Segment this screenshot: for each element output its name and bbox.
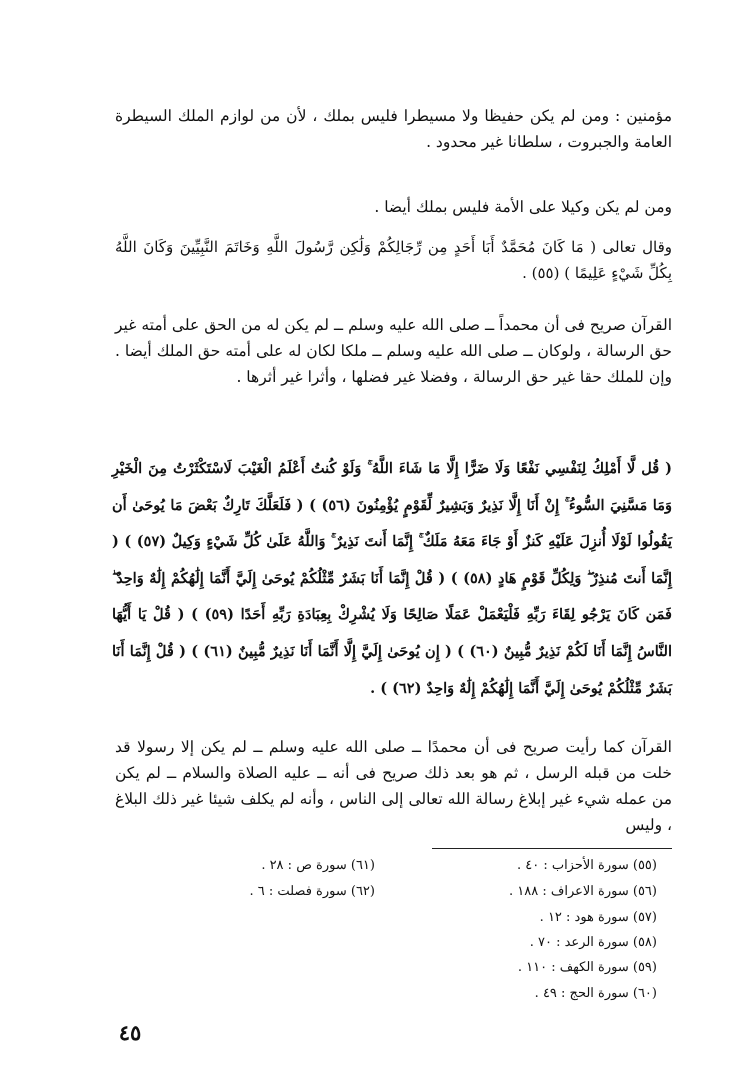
footnote-62: (٦٢) سورة فصلت : ٦ .: [249, 884, 375, 899]
paragraph-3-verse-55: وقال تعالى ( مَا كَانَ مُحَمَّدٌ أَبَا أَحَدٍ مِن رِّجَالِكُمْ وَلَٰكِن رَّسُولَ اللَّهِ وَخَاتَمَ النَّبِيِّينَ وَكَانَ اللَّهُ بِكُلِّ شَيْءٍ عَلِيمًا ) (٥٥) .: [115, 238, 672, 282]
page-number: ٤٥: [118, 1020, 142, 1045]
footnote-61: (٦١) سورة ص : ٢٨ .: [261, 858, 375, 873]
quran-verses-block: ( قُل لَّا أَمْلِكُ لِنَفْسِي نَفْعًا وَلَا ضَرًّا إِلَّا مَا شَاءَ اللَّهُ ۚ وَلَوْ كُنتُ أَعْلَمُ الْغَيْبَ لَاسْتَكْثَرْتُ مِنَ الْخَيْرِ وَمَا مَسَّنِيَ السُّوءُ ۚ إِنْ أَنَا إِلَّا نَذِيرٌ وَبَشِيرٌ لِّقَوْمٍ يُؤْمِنُونَ (٥٦) ) ( فَلَعَلَّكَ تَارِكٌ بَعْضَ مَا يُوحَىٰ أَن يَقُولُوا لَوْلَا أُنزِلَ عَلَيْهِ كَنزٌ أَوْ جَاءَ مَعَهُ مَلَكٌ ۚ إِنَّمَا أَنتَ نَذِيرٌ ۚ وَاللَّهُ عَلَىٰ كُلِّ شَيْءٍ وَكِيلٌ (٥٧) ) ( إِنَّمَا أَنتَ مُنذِرٌ ۖ وَلِكُلِّ قَوْمٍ هَادٍ (٥٨) ) ( قُلْ إِنَّمَا أَنَا بَشَرٌ مِّثْلُكُمْ يُوحَىٰ إِلَيَّ أَنَّمَا إِلَٰهُكُمْ إِلَٰهٌ وَاحِدٌ ۖ فَمَن كَانَ يَرْجُو لِقَاءَ رَبِّهِ فَلْيَعْمَلْ عَمَلًا صَالِحًا وَلَا يُشْرِكْ بِعِبَادَةِ رَبِّهِ أَحَدًا (٥٩) ) ( قُلْ يَا أَيُّهَا النَّاسُ إِنَّمَا أَنَا لَكُمْ نَذِيرٌ مُّبِينٌ (٦٠) ) ( إِن يُوحَىٰ إِلَيَّ إِلَّا أَنَّمَا أَنَا نَذِيرٌ مُّبِينٌ (٦١) ) ( قُلْ إِنَّمَا أَنَا بَشَرٌ مِّثْلُكُمْ يُوحَىٰ إِلَيَّ أَنَّمَا إِلَٰهُكُمْ إِلَٰهٌ وَاحِدٌ (٦٢) ) .: [112, 460, 673, 697]
footnote-60: (٦٠) سورة الحج : ٤٩ .: [534, 986, 657, 1001]
footnote-59: (٥٩) سورة الكهف : ١١٠ .: [517, 960, 657, 975]
paragraph-6: القرآن كما رأيت صريح فى أن محمدًا ــ صلى الله عليه وسلم ــ لم يكن إلا رسولا قد خلت من قبله الرسل ، ثم هو بعد ذلك صريح فى أنه ــ عليه الصلاة والسلام ــ لم يكن من عمله شيء غير إبلاغ رسالة الله تعالى إلى الناس ، وأنه لم يكلف شيئا غير ذلك البلاغ ، وليس: [115, 738, 672, 834]
footnote-56: (٥٦) سورة الاعراف : ١٨٨ .: [509, 884, 657, 899]
paragraph-2: ومن لم يكن وكيلا على الأمة فليس بملك أيضا .: [374, 198, 672, 216]
footnote-divider: [432, 848, 672, 849]
paragraph-1: مؤمنين : ومن لم يكن حفيظا ولا مسيطرا فليس بملك ، لأن من لوازم الملك السيطرة العامة والجبروت ، سلطانا غير محدود .: [115, 107, 672, 151]
footnote-57: (٥٧) سورة هود : ١٢ .: [539, 910, 657, 925]
paragraph-4: القرآن صريح فى أن محمداً ــ صلى الله عليه وسلم ــ لم يكن له من الحق على أمته غير حق الرسالة ، ولوكان ــ صلى الله عليه وسلم ــ ملكا لكان له على أمته حق الملك أيضا . وإن للملك حقا غير حق الرسالة ، وفضلا غير فضلها ، وأثرا غير أثرها .: [115, 316, 672, 386]
footnote-55: (٥٥) سورة الأحزاب : ٤٠ .: [516, 858, 657, 873]
footnote-58: (٥٨) سورة الرعد : ٧٠ .: [529, 935, 657, 950]
